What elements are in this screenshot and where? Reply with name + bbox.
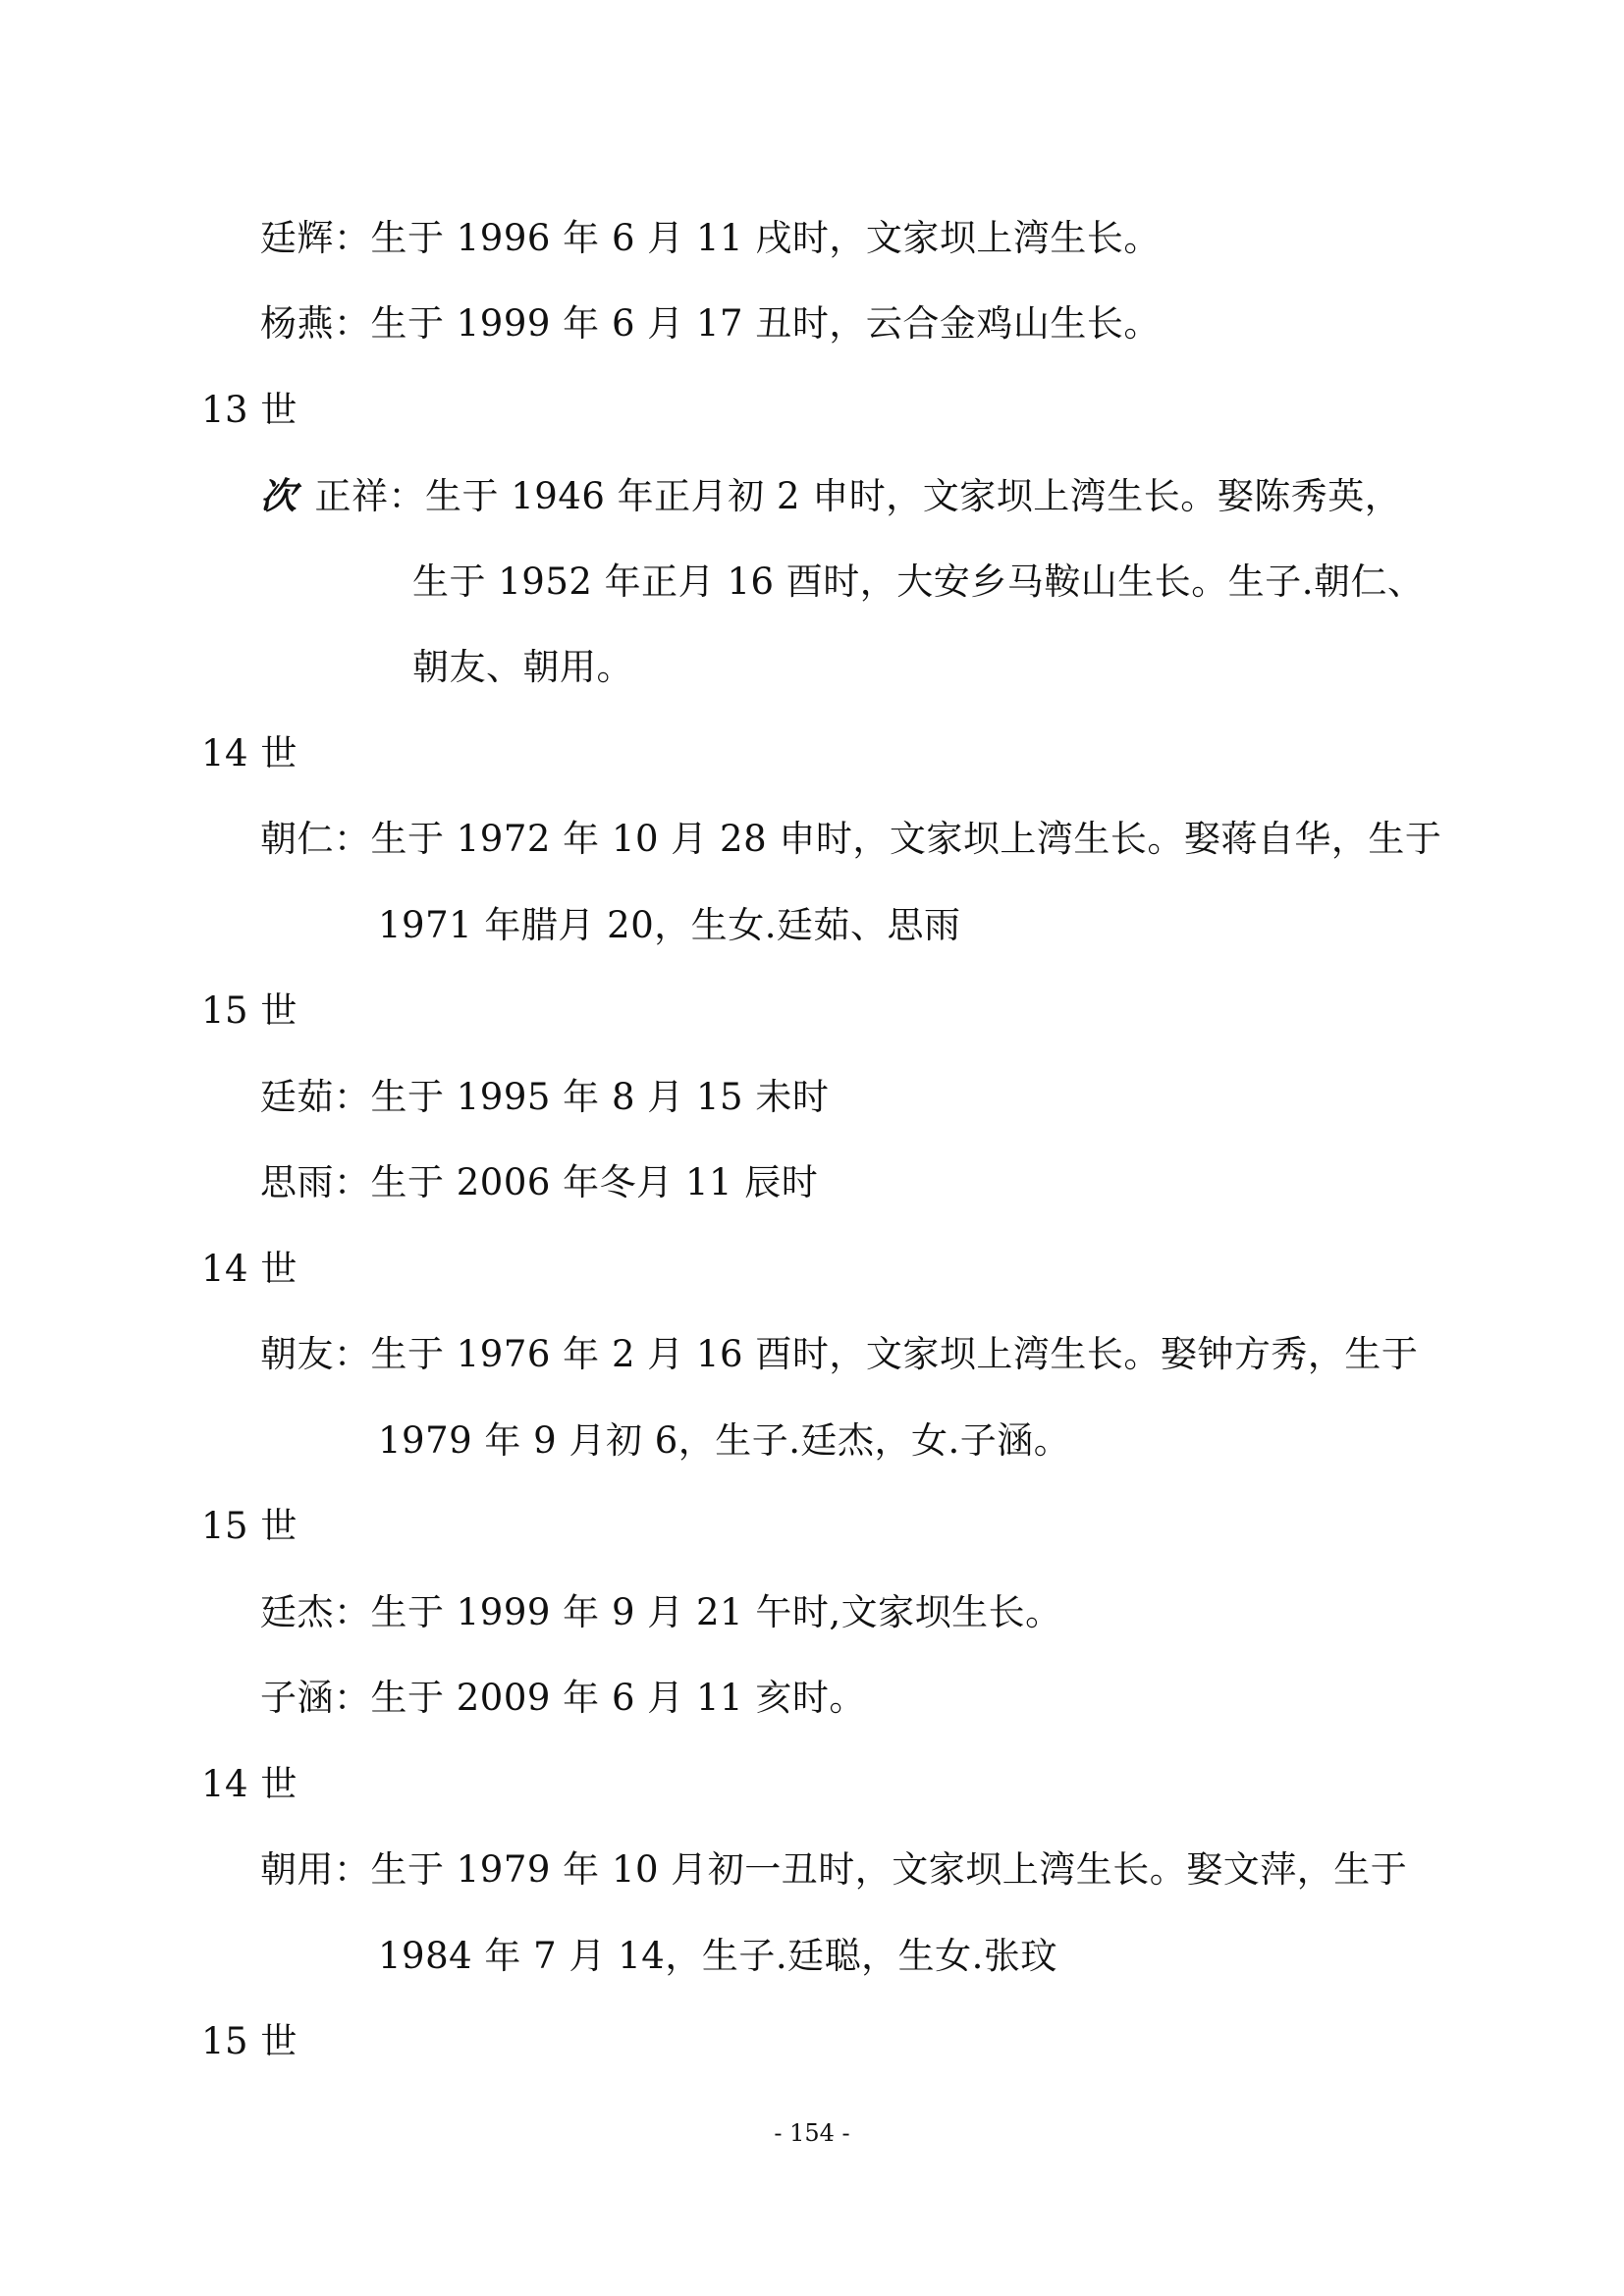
text-line-chaoyou: 朝友：生于 1976 年 2 月 16 酉时，文家坝上湾生长。娶钟方秀，生于 [260, 1333, 1419, 1375]
generation-heading-13: 13 世 [201, 389, 298, 431]
text-line-siyu: 思雨：生于 2006 年冬月 11 辰时 [260, 1161, 819, 1203]
generation-heading-14-a: 14 世 [201, 732, 298, 774]
text-line-chaoyou-cont: 1979 年 9 月初 6，生子.廷杰，女.子涵。 [378, 1419, 1071, 1462]
text-line-zhengxiang-cont2: 朝友、朝用。 [412, 646, 633, 688]
generation-heading-15-b: 15 世 [201, 1505, 298, 1547]
text-line-chaoren: 朝仁：生于 1972 年 10 月 28 申时，文家坝上湾生长。娶蒋自华，生于 [260, 818, 1442, 860]
generation-heading-14-c: 14 世 [201, 1763, 298, 1805]
text-line-tingru: 廷茹：生于 1995 年 8 月 15 未时 [260, 1076, 830, 1118]
page-number: - 154 - [774, 2119, 850, 2147]
text-line-chaoyong: 朝用：生于 1979 年 10 月初一丑时，文家坝上湾生长。娶文萍，生于 [260, 1848, 1408, 1891]
text-line-zhengxiang [260, 474, 1401, 518]
text-line-chaoyong-cont: 1984 年 7 月 14，生子.廷聪，生女.张玟 [378, 1935, 1057, 1977]
generation-heading-15-c: 15 世 [201, 2020, 298, 2062]
zhengxiang-text: 正祥：生于 1946 年正月初 2 申时，文家坝上湾生长。娶陈秀英， [314, 475, 1402, 517]
text-line-chaoren-cont: 1971 年腊月 20，生女.廷茹、思雨 [378, 904, 961, 946]
generation-heading-14-b: 14 世 [201, 1248, 298, 1290]
text-line-zhengxiang-cont1: 生于 1952 年正月 16 酉时，大安乡马鞍山生长。生子.朝仁、 [412, 561, 1425, 603]
generation-heading-15-a: 15 世 [201, 989, 298, 1032]
text-line-tingjie: 廷杰：生于 1999 年 9 月 21 午时,文家坝生长。 [260, 1591, 1062, 1633]
prefix-ci: 次 [260, 474, 298, 517]
text-line-yangyan: 杨燕：生于 1999 年 6 月 17 丑时，云合金鸡山生长。 [260, 302, 1161, 345]
text-line-zihan: 子涵：生于 2009 年 6 月 11 亥时。 [260, 1677, 866, 1719]
text-line-tinghui: 廷辉：生于 1996 年 6 月 11 戌时，文家坝上湾生长。 [260, 217, 1161, 259]
